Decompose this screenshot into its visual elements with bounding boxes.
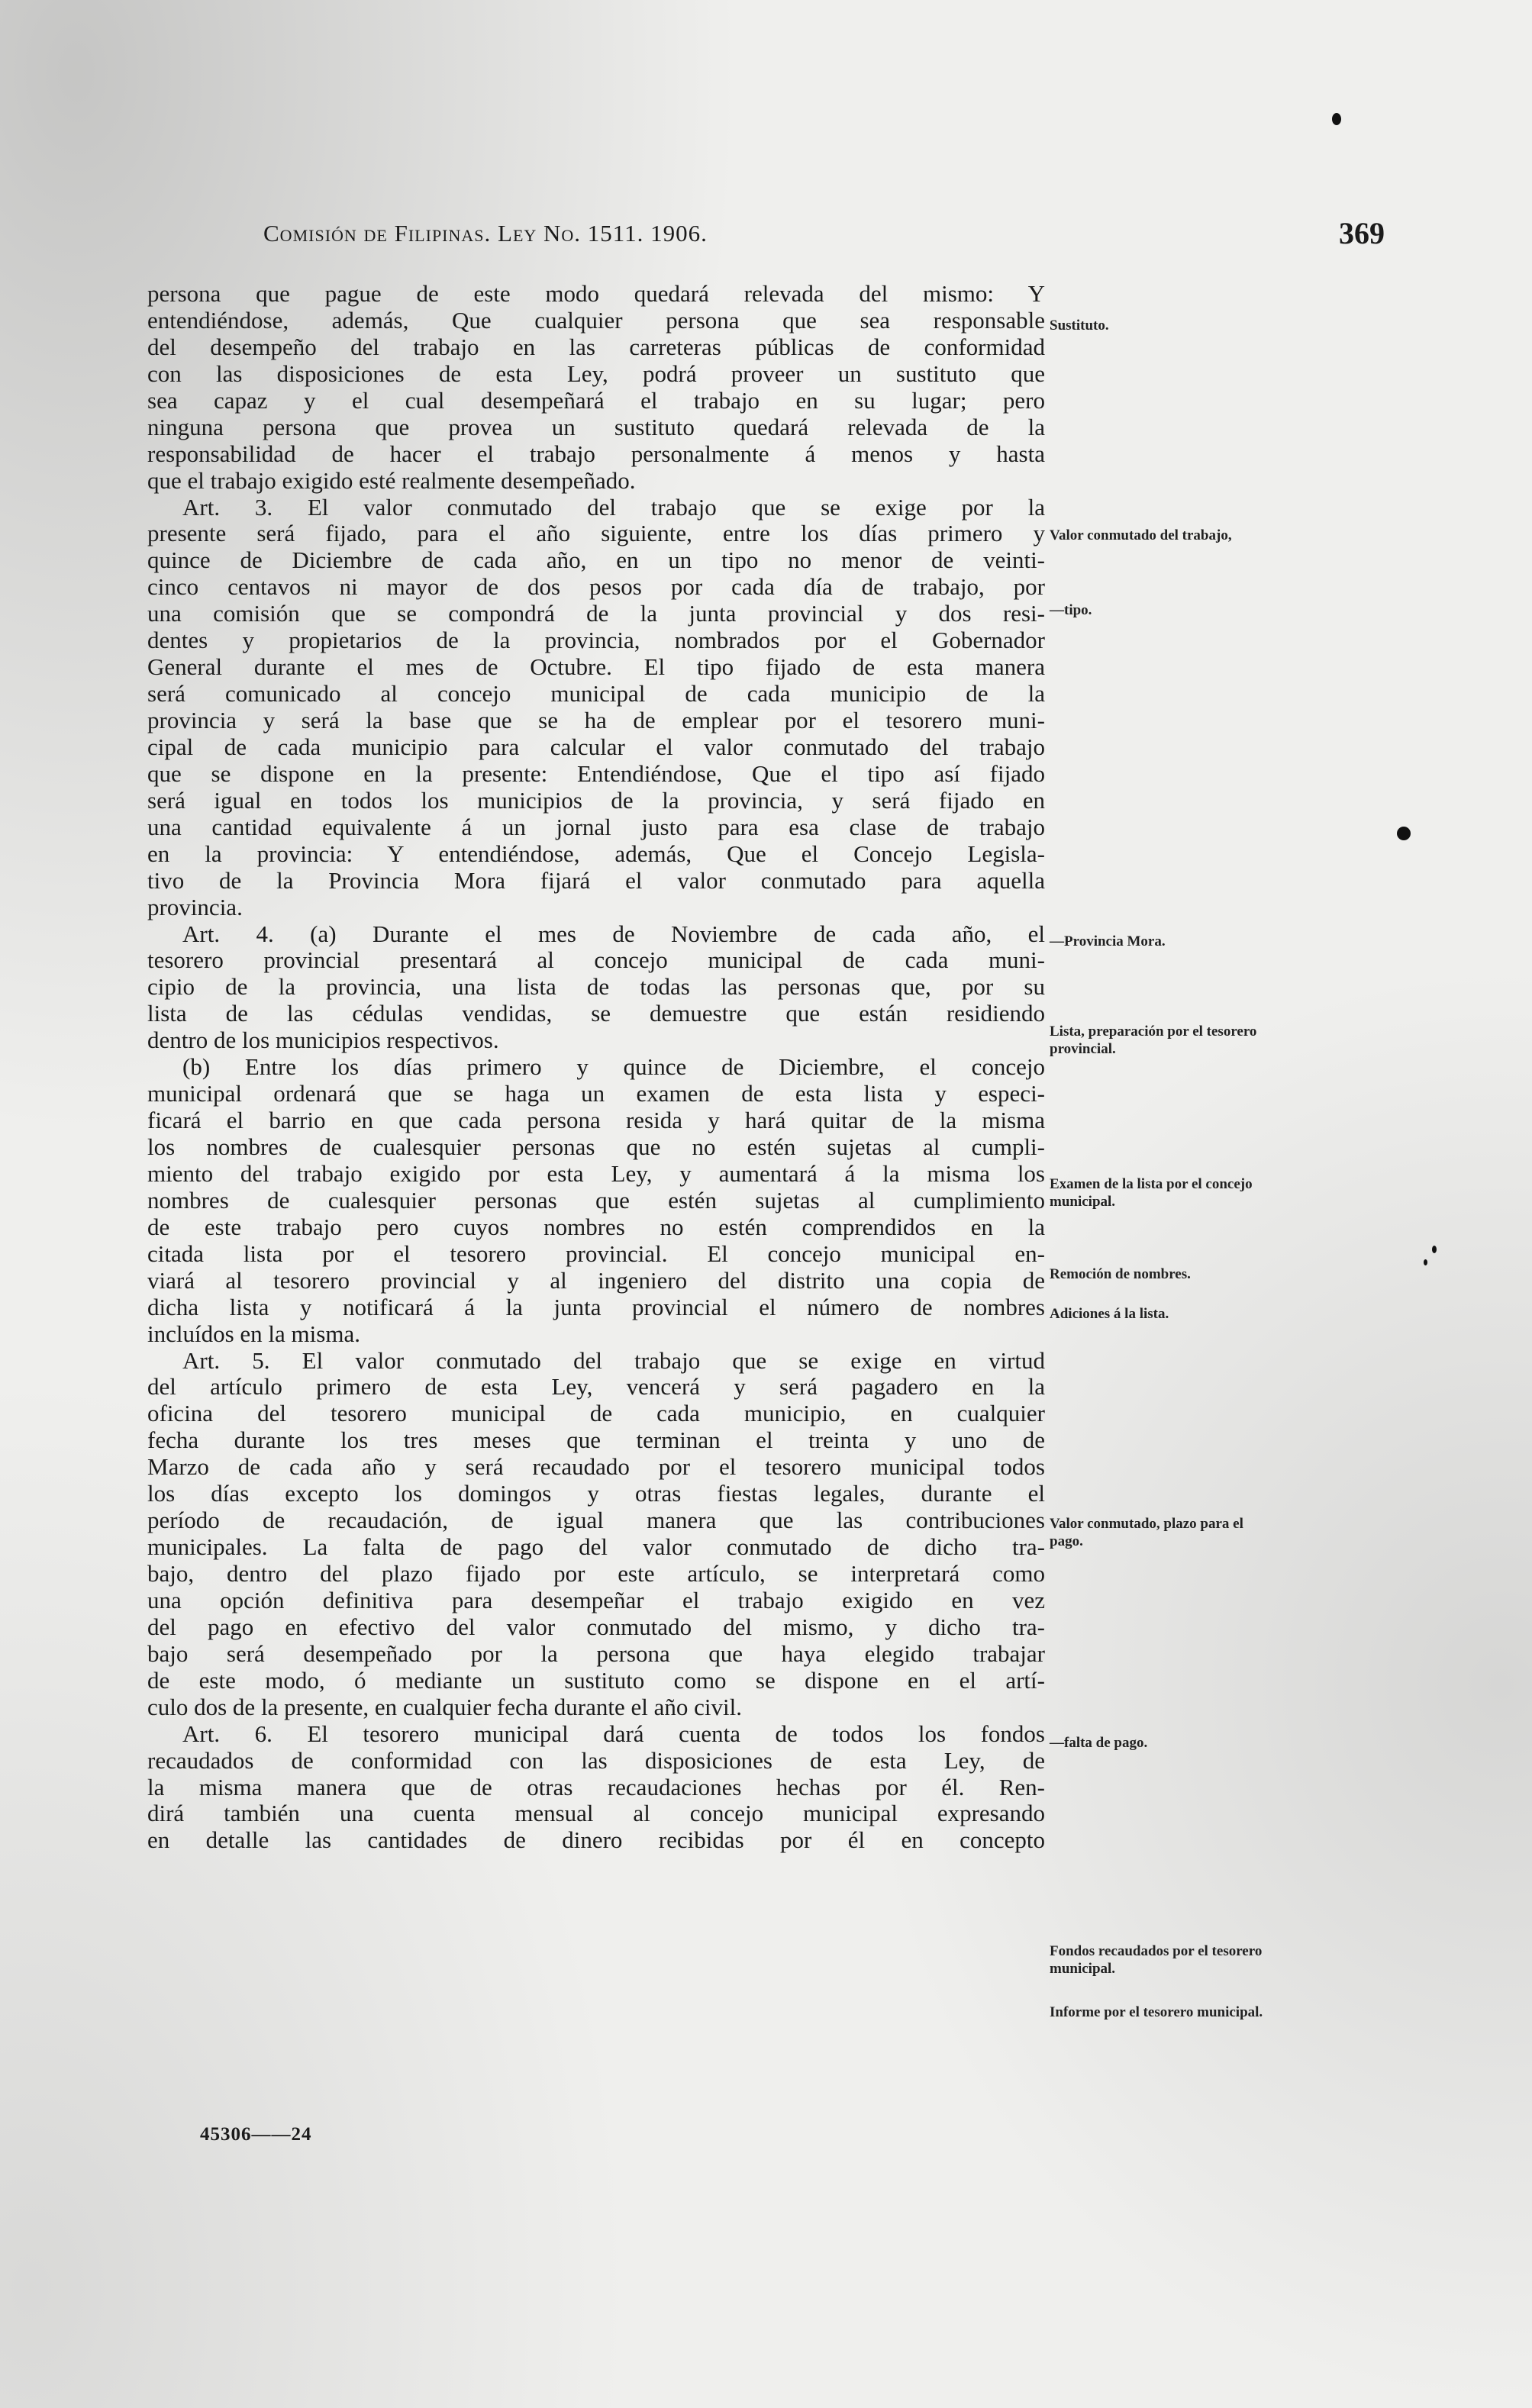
text-line: los días excepto los domingos y otras fiestas legales, durante el <box>147 1481 1045 1507</box>
margin-note: —tipo. <box>1050 602 1092 618</box>
text-line: municipales. La falta de pago del valor conmutado de dicho tra- <box>147 1534 1045 1561</box>
text-line: tivo de la Provincia Mora fijará el valor conmutado para aquella <box>147 867 1045 894</box>
text-line: con las disposiciones de esta Ley, podrá proveer un sustituto que <box>147 360 1045 387</box>
margin-note: —Provincia Mora. <box>1050 933 1166 949</box>
margin-note: Adiciones á la lista. <box>1050 1306 1169 1322</box>
text-line: cinco centavos ni mayor de dos pesos por cada día de trabajo, por <box>147 574 1045 601</box>
text-line: en la provincia: Y entendiéndose, además, Que el Concejo Legisla- <box>147 840 1045 867</box>
text-line: Art. 3. El valor conmutado del trabajo que se exige por la <box>182 494 1045 521</box>
margin-note: —falta de pago. <box>1050 1735 1148 1751</box>
text-line: fecha durante los tres meses que terminan el treinta y uno de <box>147 1427 1045 1454</box>
header-title: Comisión de Filipinas. Ley No. 1511. 1906. <box>263 220 708 247</box>
text-line: responsabilidad de hacer el trabajo personalmente á menos y hasta <box>147 440 1045 467</box>
margin-note: Remoción de nombres. <box>1050 1266 1191 1282</box>
text-line: bajo, dentro del plazo fijado por este artículo, se interpretará como <box>147 1561 1045 1587</box>
margin-note: Fondos recaudados por el tesorero municipal. <box>1050 1943 1263 1977</box>
text-line: los nombres de cualesquier personas que no estén sujetas al cumpli- <box>147 1134 1045 1160</box>
text-line: persona que pague de este modo quedará relevada del mismo: Y <box>147 281 1045 307</box>
ink-speck <box>1424 1259 1427 1265</box>
ink-speck <box>1332 113 1341 125</box>
text-line: lista de las cédulas vendidas, se demuestre que están residiendo <box>147 1001 1045 1027</box>
text-line: que el trabajo exigido esté realmente desempeñado. <box>147 467 636 494</box>
text-line: dicha lista y notificará á la junta provincial el número de nombres <box>147 1294 1045 1320</box>
ink-speck <box>1432 1246 1437 1253</box>
text-line: provincia. <box>147 894 243 920</box>
text-line: tesorero provincial presentará al concejo municipal de cada muni- <box>147 947 1045 974</box>
text-line: quince de Diciembre de cada año, en un tipo no menor de veinti- <box>147 547 1045 574</box>
text-line: citada lista por el tesorero provincial. El concejo municipal en- <box>147 1240 1045 1267</box>
page-number: 369 <box>1339 216 1385 250</box>
ink-speck <box>1397 827 1411 840</box>
printer-signature: 45306——24 <box>200 2124 312 2145</box>
text-line: cipio de la provincia, una lista de todas las personas que, por su <box>147 974 1045 1001</box>
margin-note: Valor conmutado del trabajo, <box>1050 527 1232 543</box>
text-line: Marzo de cada año y será recaudado por el tesorero municipal todos <box>147 1454 1045 1481</box>
margin-note: Valor conmutado, plazo para el pago. <box>1050 1516 1243 1549</box>
text-line: que se dispone en la presente: Entendiéndose, Que el tipo así fijado <box>147 760 1045 787</box>
text-line: oficina del tesorero municipal de cada municipio, en cualquier <box>147 1401 1045 1427</box>
margin-note: Informe por el tesorero municipal. <box>1050 2004 1263 2020</box>
text-line: incluídos en la misma. <box>147 1320 360 1347</box>
text-line: ninguna persona que provea un sustituto quedará relevada de la <box>147 414 1045 440</box>
text-line: viará al tesorero provincial y al ingeniero del distrito una copia de <box>147 1267 1045 1294</box>
text-line: del desempeño del trabajo en las carreteras públicas de conformidad <box>147 334 1045 360</box>
text-line: miento del trabajo exigido por esta Ley, y aumentará á la misma los <box>147 1160 1045 1187</box>
text-line: culo dos de la presente, en cualquier fecha durante el año civil. <box>147 1694 742 1720</box>
text-line: del pago en efectivo del valor conmutado del mismo, y dicho tra- <box>147 1613 1045 1640</box>
text-line: una comisión que se compondrá de la junta provincial y dos resi- <box>147 601 1045 627</box>
text-line: Art. 4. (a) Durante el mes de Noviembre de cada año, el <box>182 920 1045 947</box>
text-line: entendiéndose, además, Que cualquier persona que sea responsable <box>147 307 1045 334</box>
text-line: dentes y propietarios de la provincia, nombrados por el Gobernador <box>147 627 1045 654</box>
text-line: cipal de cada municipio para calcular el valor conmutado del trabajo <box>147 733 1045 760</box>
text-line: de este trabajo pero cuyos nombres no estén comprendidos en la <box>147 1214 1045 1240</box>
text-line: la misma manera que de otras recaudaciones hechas por él. Ren- <box>147 1774 1045 1800</box>
text-line: dirá también una cuenta mensual al concejo municipal expresando <box>147 1800 1045 1827</box>
text-line: ficará el barrio en que cada persona resida y hará quitar de la misma <box>147 1107 1045 1134</box>
text-line: una opción definitiva para desempeñar el trabajo exigido en vez <box>147 1587 1045 1613</box>
margin-notes <box>1050 0 1279 2408</box>
margin-note: Examen de la lista por el concejo municipal. <box>1050 1176 1253 1210</box>
text-line: General durante el mes de Octubre. El tipo fijado de esta manera <box>147 654 1045 681</box>
text-line: de este modo, ó mediante un sustituto como se dispone en el artí- <box>147 1667 1045 1694</box>
text-line: del artículo primero de esta Ley, vencerá y será pagadero en la <box>147 1374 1045 1401</box>
margin-note: Lista, preparación por el tesorero provincial. <box>1050 1023 1257 1057</box>
text-line: en detalle las cantidades de dinero recibidas por él en concepto <box>147 1827 1045 1854</box>
text-line: Art. 5. El valor conmutado del trabajo que se exige en virtud <box>182 1347 1045 1374</box>
text-line: será igual en todos los municipios de la provincia, y será fijado en <box>147 787 1045 814</box>
text-line: sea capaz y el cual desempeñará el trabajo en su lugar; pero <box>147 387 1045 414</box>
text-line: nombres de cualesquier personas que estén sujetas al cumplimiento <box>147 1187 1045 1214</box>
text-line: una cantidad equivalente á un jornal justo para esa clase de trabajo <box>147 814 1045 840</box>
text-line: provincia y será la base que se ha de emplear por el tesorero muni- <box>147 708 1045 733</box>
text-line: dentro de los municipios respectivos. <box>147 1027 499 1054</box>
text-line: será comunicado al concejo municipal de cada municipio de la <box>147 681 1045 708</box>
text-line: Art. 6. El tesorero municipal dará cuenta de todos los fondos <box>182 1720 1045 1747</box>
text-line: municipal ordenará que se haga un examen de esta lista y especi- <box>147 1081 1045 1107</box>
text-line: (b) Entre los días primero y quince de Diciembre, el concejo <box>182 1054 1045 1081</box>
text-line: período de recaudación, de igual manera que las contribuciones <box>147 1507 1045 1534</box>
running-header <box>0 216 1532 256</box>
text-line: bajo será desempeñado por la persona que haya elegido trabajar <box>147 1640 1045 1667</box>
text-line: recaudados de conformidad con las disposiciones de esta Ley, de <box>147 1747 1045 1774</box>
body-text <box>147 281 1045 1854</box>
text-line: presente será fijado, para el año siguiente, entre los días primero y <box>147 521 1045 547</box>
margin-note: Sustituto. <box>1050 318 1109 334</box>
